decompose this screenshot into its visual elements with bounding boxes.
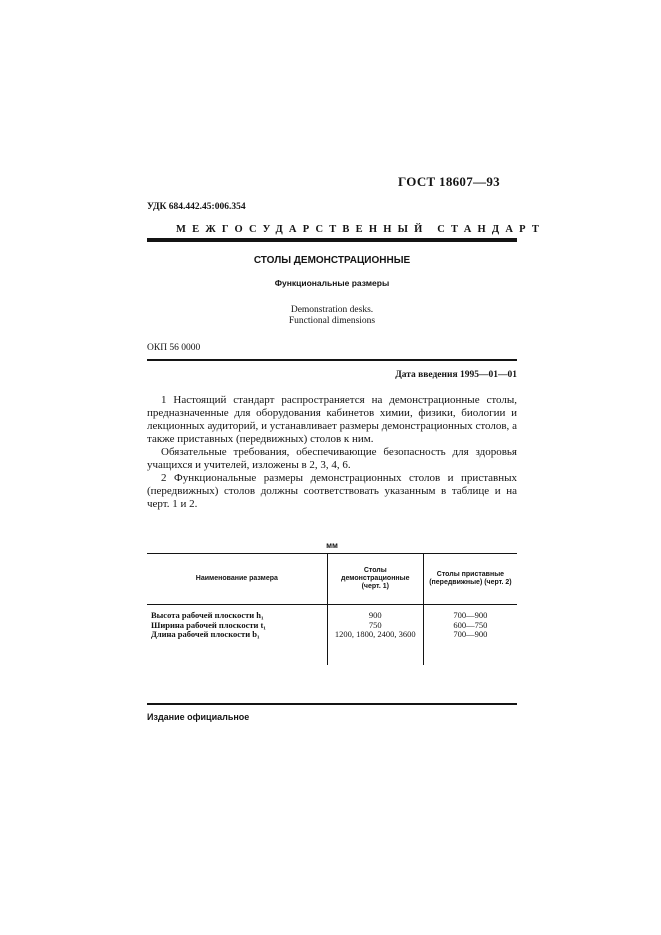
standard-number: ГОСТ 18607—93 <box>398 174 500 189</box>
paragraph-3: 2 Функциональные размеры демонстрационных столов и приставных (передвижных) столов должны соответствовать указанным в таблице и на черт. 1 и 2. <box>147 472 517 510</box>
demonstration-desk-values <box>327 605 423 666</box>
header-auxiliary-desks: Столы приставные (передвижные) (черт. 2) <box>423 554 517 605</box>
interstate-standard-label: МЕЖГОСУДАРСТВЕННЫЙ СТАНДАРТ <box>176 224 546 235</box>
english-title <box>147 305 517 327</box>
document-title: СТОЛЫ ДЕМОНСТРАЦИОННЫЕ <box>253 255 411 266</box>
header-dimension-name: Наименование размера <box>147 554 327 605</box>
dimension-name: Ширина рабочей плоскости t₁ <box>151 619 266 630</box>
footer-rule <box>147 703 517 705</box>
header-rule <box>147 238 517 242</box>
header-demonstration-desks: Столы демонстрационные (черт. 1) <box>327 554 423 605</box>
table-header-row <box>147 554 517 605</box>
udk-code: УДК 684.442.45:006.354 <box>147 202 246 212</box>
value-cell: 600—750 <box>453 619 488 630</box>
value-cell: 750 <box>368 619 382 630</box>
value-cell: 900 <box>368 610 382 620</box>
auxiliary-desk-values <box>423 605 517 666</box>
value-cell: 1200, 1800, 2400, 3600 <box>334 629 416 639</box>
official-edition-label: Издание официальное <box>147 712 250 722</box>
value-cell: 700—900 <box>453 629 488 639</box>
introduction-date: Дата введения 1995—01—01 <box>395 370 517 380</box>
dimensions-table <box>147 553 517 665</box>
okp-code: ОКП 56 0000 <box>147 343 201 353</box>
value-cell: 700—900 <box>453 610 488 620</box>
paragraph-2: Обязательные требования, обеспечивающие безопасность для здоровья учащихся и учителей, изложены в 2, 3, 4, 6. <box>147 446 517 471</box>
dimension-name: Высота рабочей плоскости h₁ <box>151 610 264 620</box>
okp-rule <box>147 359 517 361</box>
paragraph-1: 1 Настоящий стандарт распространяется на демонстрационные столы, предназначенные для оборудования кабинетов химии, физики, биологии и лекционных аудиторий, и устанавливает размеры демонстрационных столов, а также приставных (передвижных) столов к ним. <box>147 394 517 445</box>
document-subtitle: Функциональные размеры <box>274 278 390 288</box>
table-row <box>147 605 517 666</box>
dimension-name: Длина рабочей плоскости b₁ <box>151 629 260 639</box>
english-title-line-1: Demonstration desks. <box>290 305 374 315</box>
dimension-names <box>147 605 327 666</box>
body-text <box>147 394 517 511</box>
table-units: мм <box>326 541 338 550</box>
english-title-line-2: Functional dimensions <box>288 316 376 326</box>
